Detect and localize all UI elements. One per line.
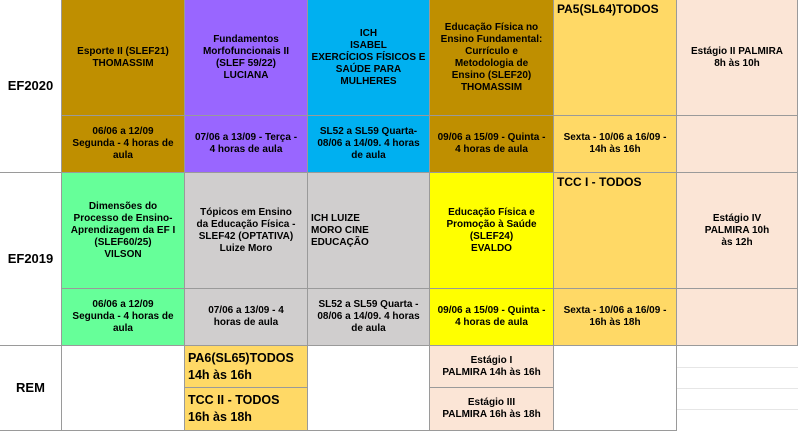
ef2020-course-wednesday: ICH ISABEL EXERCÍCIOS FÍSICOS E SAÚDE PARA MULHERES [308, 0, 430, 116]
ef2019-schedule-thursday: 09/06 a 15/09 - Quinta - 4 horas de aula [430, 289, 554, 346]
ef2019-schedule-wednesday: SL52 a SL59 Quarta - 08/06 a 14/09. 4 horas de aula [308, 289, 430, 346]
rem-internship-1: Estágio I PALMIRA 14h às 16h [430, 346, 554, 388]
ef2019-schedule-tuesday: 07/06 a 13/09 - 4 horas de aula [185, 289, 308, 346]
ef2020-schedule-internship [677, 116, 798, 173]
row-label-ef2019: EF2019 [0, 173, 62, 346]
ef2020-schedule-monday: 06/06 a 12/09 Segunda - 4 horas de aula [62, 116, 185, 173]
ef2020-course-monday: Esporte II (SLEF21) THOMASSIM [62, 0, 185, 116]
ef2019-course-monday: Dimensões do Processo de Ensino- Aprendizagem da EF I (SLEF60/25) VILSON [62, 173, 185, 289]
ef2019-course-friday: TCC I - TODOS [554, 173, 677, 289]
rem-tcc2: TCC II - TODOS 16h às 18h [185, 388, 308, 431]
ef2019-schedule-monday: 06/06 a 12/09 Segunda - 4 horas de aula [62, 289, 185, 346]
row-label-ef2020: EF2020 [0, 0, 62, 173]
row-label-rem: REM [0, 346, 62, 431]
ef2020-schedule-wednesday: SL52 a SL59 Quarta- 08/06 a 14/09. 4 horas de aula [308, 116, 430, 173]
rem-pa6: PA6(SL65)TODOS 14h às 16h [185, 346, 308, 388]
ef2019-schedule-friday: Sexta - 10/06 a 16/09 - 16h às 18h [554, 289, 677, 346]
ef2020-schedule-tuesday: 07/06 a 13/09 - Terça - 4 horas de aula [185, 116, 308, 173]
ef2019-course-wednesday: ICH LUIZE MORO CINE EDUCAÇÃO [308, 173, 430, 289]
ef2020-course-friday: PA5(SL64)TODOS [554, 0, 677, 116]
ef2019-schedule-internship [677, 289, 798, 346]
gridline [677, 367, 798, 368]
ef2020-course-thursday: Educação Física no Ensino Fundamental: Currículo e Metodologia de Ensino (SLEF20) THOMASSIM [430, 0, 554, 116]
ef2020-schedule-friday: Sexta - 10/06 a 16/09 - 14h às 16h [554, 116, 677, 173]
ef2019-course-tuesday: Tópicos em Ensino da Educação Física - SLEF42 (OPTATIVA) Luize Moro [185, 173, 308, 289]
gridline [677, 409, 798, 410]
ef2019-internship: Estágio IV PALMIRA 10h às 12h [677, 173, 798, 289]
rem-internship-3: Estágio III PALMIRA 16h às 18h [430, 388, 554, 431]
rem-empty-friday [554, 346, 677, 431]
rem-empty-wednesday [308, 346, 430, 431]
gridline [677, 388, 798, 389]
ef2019-course-thursday: Educação Física e Promoção à Saúde (SLEF24) EVALDO [430, 173, 554, 289]
rem-empty-monday [62, 346, 185, 431]
ef2020-schedule-thursday: 09/06 a 15/09 - Quinta - 4 horas de aula [430, 116, 554, 173]
ef2020-course-tuesday: Fundamentos Morfofuncionais II (SLEF 59/22) LUCIANA [185, 0, 308, 116]
ef2020-internship: Estágio II PALMIRA 8h às 10h [677, 0, 798, 116]
